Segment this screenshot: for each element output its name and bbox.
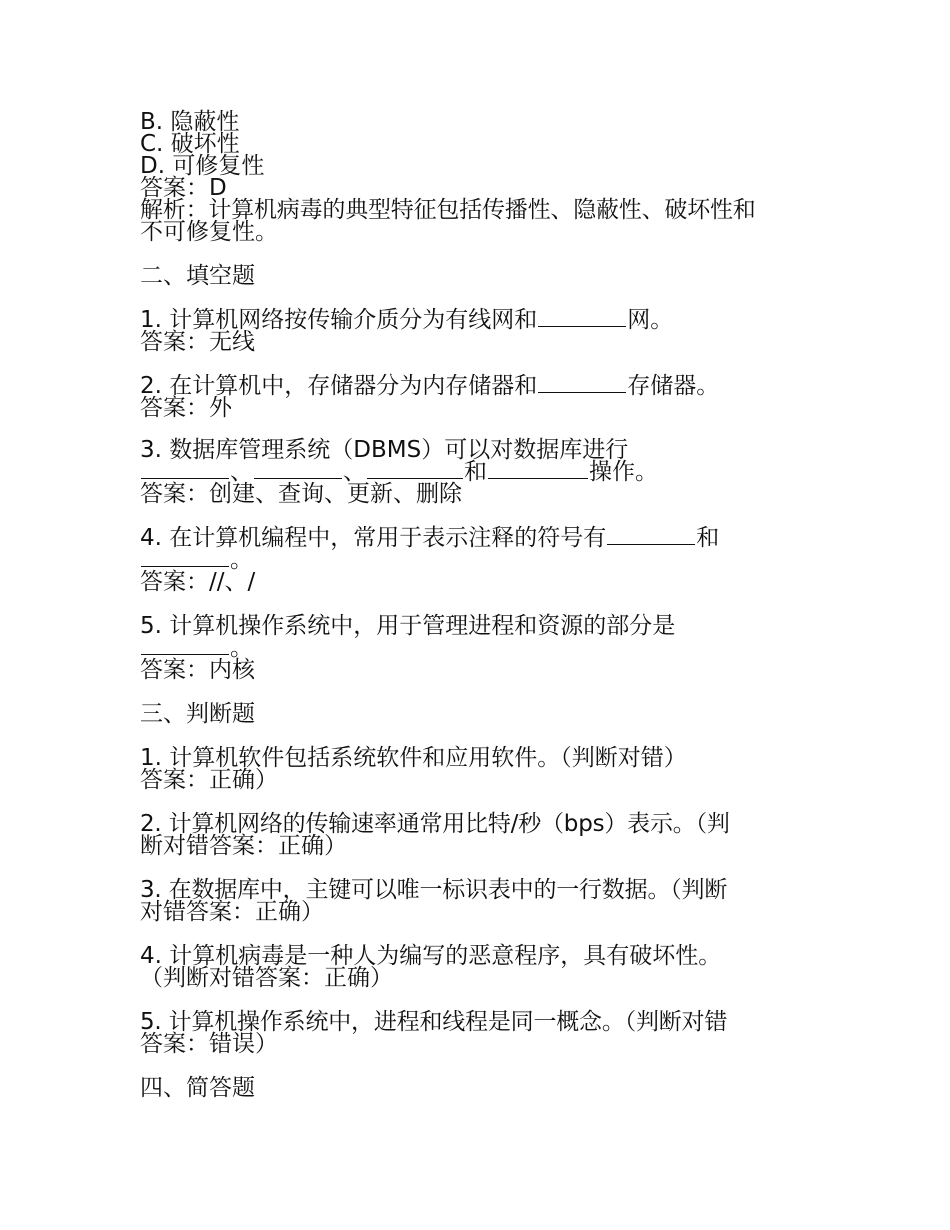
fill-q1-blank [538,306,626,327]
tf-question-3-line-2: 对错答案：正确） [140,899,324,925]
fill-q3-blank-4 [488,458,588,479]
fill-q4-text-mid: 和 [696,525,720,551]
tf-question-3-line-1: 3. 在数据库中，主键可以唯一标识表中的一行数据。（判断 [140,877,728,903]
fill-q4-text-before: 4. 在计算机编程中，常用于表示注释的符号有 [140,525,607,551]
tf-question-5-line-1: 5. 计算机操作系统中，进程和线程是同一概念。（判断对错 [140,1009,728,1035]
fill-q4-answer: 答案：//、/ [140,569,256,595]
mc-analysis-line-1: 解析：计算机病毒的典型特征包括传播性、隐蔽性、破坏性和 [140,197,756,223]
fill-q4-text-after: 。 [230,547,253,573]
option-b: B. 隐蔽性 [140,109,240,135]
fill-q1-text-before: 1. 计算机网络按传输介质分为有线网和 [140,307,538,333]
fill-q5-blank [141,634,229,655]
tf-question-5-line-2: 答案：错误） [140,1031,278,1057]
tf-question-2-line-2: 断对错答案：正确） [140,833,347,859]
fill-q1-text-after: 网。 [627,307,674,333]
fill-q3-text-after: 操作。 [589,459,658,485]
option-d: D. 可修复性 [140,153,265,179]
fill-q2-text-after: 存储器。 [627,373,720,399]
fill-q4-blank-2 [141,546,229,567]
fill-q5-text-after: 。 [230,635,253,661]
mc-answer: 答案：D [140,175,227,201]
tf-question-2-line-1: 2. 计算机网络的传输速率通常用比特/秒（bps）表示。（判 [140,811,730,837]
short-answer-heading: 四、简答题 [140,1075,255,1101]
true-false-heading: 三、判断题 [140,701,255,727]
tf-question-1-line-1: 1. 计算机软件包括系统软件和应用软件。（判断对错） [140,745,687,771]
fill-q3-separator-1: 、 [230,459,253,485]
option-c: C. 破坏性 [140,131,240,157]
fill-q3-separator-2: 、 [343,459,366,485]
fill-q2-answer: 答案：外 [140,395,232,421]
fill-q3-blank-1 [141,458,229,479]
fill-q2-text-before: 2. 在计算机中，存储器分为内存储器和 [140,373,538,399]
fill-q4-blank-1 [607,524,695,545]
fill-q3-blank-3 [367,458,463,479]
fill-q2-blank [538,372,626,393]
fill-q3-separator-3: 和 [464,459,487,485]
tf-question-4-line-2: （判断对错答案：正确） [140,965,393,991]
fill-q1-answer: 答案：无线 [140,329,255,355]
fill-question-3-line-1: 3. 数据库管理系统（DBMS）可以对数据库进行 [140,437,629,463]
fill-q5-answer: 答案：内核 [140,657,255,683]
fill-q3-answer: 答案：创建、查询、更新、删除 [140,481,462,507]
mc-analysis-line-2: 不可修复性。 [140,219,278,245]
tf-question-4-line-1: 4. 计算机病毒是一种人为编写的恶意程序，具有破坏性。 [140,943,722,969]
fill-question-5-line-1: 5. 计算机操作系统中，用于管理进程和资源的部分是 [140,613,676,639]
tf-question-1-line-2: 答案：正确） [140,767,278,793]
fill-blank-heading: 二、填空题 [140,263,255,289]
fill-q3-blank-2 [254,458,342,479]
